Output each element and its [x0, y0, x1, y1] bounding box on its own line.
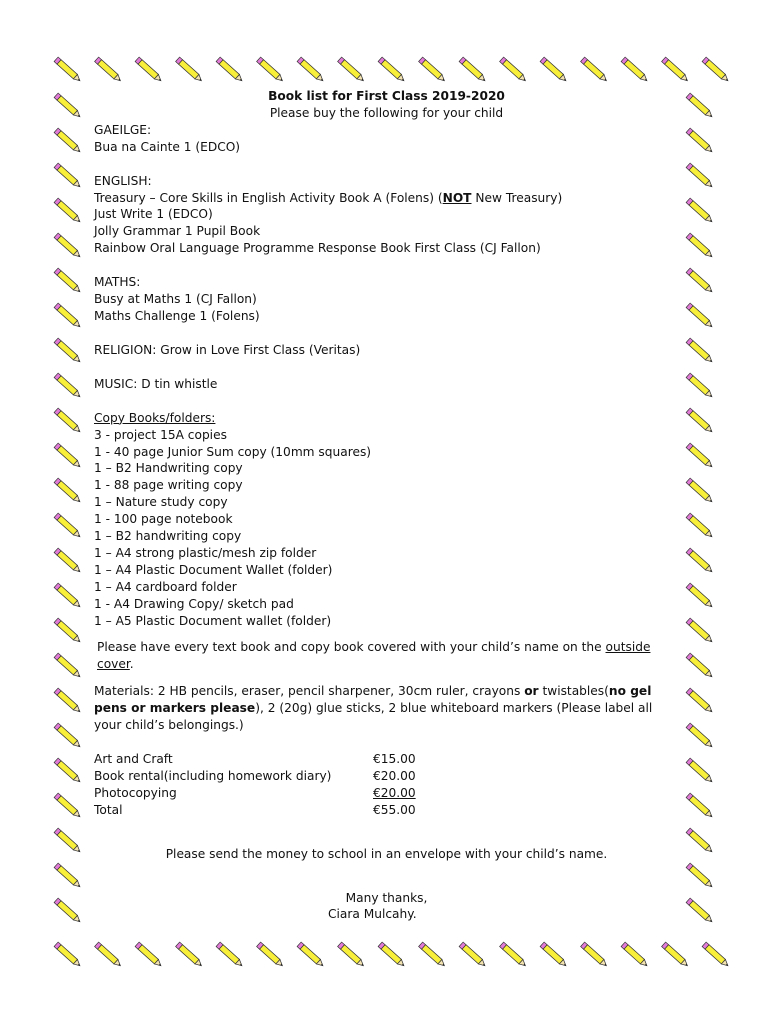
pencil-icon	[500, 942, 528, 968]
pencil-icon	[459, 57, 487, 83]
pencil-icon	[54, 942, 82, 968]
fee-row: Art and Craft €15.00	[94, 752, 416, 766]
pencil-icon	[54, 93, 82, 119]
cover-note: Please have every text book and copy book covered with your child’s name on the outside cover.	[97, 640, 651, 672]
pencil-icon	[621, 57, 649, 83]
pencil-icon	[686, 828, 714, 854]
pencil-icon	[540, 942, 568, 968]
materials-note: Materials: 2 HB pencils, eraser, pencil sharpener, 30cm ruler, crayons or twistables(no gel pens or markers please), 2 (20g) glue sticks, 2 blue whiteboard markers (Please label all your child’s belongings.)	[94, 684, 653, 733]
religion-line: RELIGION: Grow in Love First Class (Veritas)	[94, 342, 361, 357]
maths-item: Busy at Maths 1 (CJ Fallon)	[94, 292, 257, 307]
pencil-icon	[54, 268, 82, 294]
pencil-icon	[257, 942, 285, 968]
pencil-icon	[686, 723, 714, 749]
music-line: MUSIC: D tin whistle	[94, 376, 218, 391]
fee-total-row: Total €55.00	[94, 802, 416, 817]
pencil-icon	[686, 758, 714, 784]
pencil-icon	[686, 373, 714, 399]
pencil-icon	[135, 942, 163, 968]
closing-signature: Ciara Mulcahy.	[328, 907, 417, 922]
pencil-icon	[686, 408, 714, 434]
pencil-icon	[54, 863, 82, 889]
copy-book-item: 1 – A5 Plastic Document wallet (folder)	[94, 613, 332, 628]
pencil-icon	[95, 942, 123, 968]
closing-thanks: Many thanks,	[345, 890, 428, 905]
pencil-icon	[54, 758, 82, 784]
fee-row: Photocopying €20.00	[94, 785, 416, 800]
pencil-icon	[686, 338, 714, 364]
pencil-icon	[54, 373, 82, 399]
pencil-icon	[54, 338, 82, 364]
pencil-icon	[702, 57, 730, 83]
pencil-icon	[702, 942, 730, 968]
pencil-icon	[662, 942, 690, 968]
pencil-icon	[54, 163, 82, 189]
pencil-icon	[686, 233, 714, 259]
pencil-icon	[686, 128, 714, 154]
pencil-icon	[297, 942, 325, 968]
pencil-icon	[686, 513, 714, 539]
copy-book-item: 1 - 40 page Junior Sum copy (10mm squares)	[94, 444, 372, 459]
pencil-icon	[686, 93, 714, 119]
pencil-icon	[54, 198, 82, 224]
pencil-icon	[54, 828, 82, 854]
english-item: Just Write 1 (EDCO)	[94, 207, 213, 222]
pencil-icon	[54, 408, 82, 434]
pencil-icon	[686, 618, 714, 644]
pencil-icon	[500, 57, 528, 83]
pencil-icon	[54, 128, 82, 154]
copy-books-heading: Copy Books/folders:	[94, 410, 216, 425]
english-item-treasury: Treasury – Core Skills in English Activity Book A (Folens) (NOT New Treasury)	[94, 190, 563, 205]
gaeilge-heading: GAEILGE:	[94, 122, 152, 137]
pencil-icon	[686, 548, 714, 574]
copy-book-item: 1 - A4 Drawing Copy/ sketch pad	[94, 596, 294, 611]
pencil-icon	[54, 57, 82, 83]
pencil-icon	[54, 898, 82, 924]
document-subtitle: Please buy the following for your child	[269, 105, 504, 120]
pencil-icon	[686, 653, 714, 679]
pencil-icon	[686, 443, 714, 469]
pencil-icon	[176, 942, 204, 968]
copy-book-item: 1 – A4 strong plastic/mesh zip folder	[94, 545, 317, 560]
pencil-icon	[378, 57, 406, 83]
copy-book-item: 1 - 88 page writing copy	[94, 478, 243, 493]
english-heading: ENGLISH:	[94, 173, 152, 188]
pencil-icon	[662, 57, 690, 83]
copy-book-item: 1 – Nature study copy	[94, 495, 228, 510]
pencil-icon	[54, 478, 82, 504]
pencil-icon	[686, 478, 714, 504]
pencil-icon	[135, 57, 163, 83]
pencil-icon	[419, 57, 447, 83]
pencil-icon	[686, 688, 714, 714]
pencil-icon	[257, 57, 285, 83]
copy-book-item: 3 - project 15A copies	[94, 427, 227, 442]
pencil-icon	[621, 942, 649, 968]
fees-table	[94, 751, 679, 819]
pencil-icon	[54, 513, 82, 539]
pencil-icon	[54, 618, 82, 644]
pencil-icon	[686, 898, 714, 924]
copy-book-item: 1 – A4 cardboard folder	[94, 579, 237, 594]
pencil-icon	[95, 57, 123, 83]
pencil-icon	[54, 233, 82, 259]
pencil-icon	[419, 942, 447, 968]
pencil-icon	[686, 583, 714, 609]
copy-book-item: 1 – B2 handwriting copy	[94, 529, 242, 544]
pencil-icon	[216, 57, 244, 83]
copy-book-item: 1 – B2 Handwriting copy	[94, 461, 243, 476]
pencil-icon	[54, 653, 82, 679]
pencil-icon	[176, 57, 204, 83]
maths-heading: MATHS:	[94, 275, 141, 290]
pencil-icon	[540, 57, 568, 83]
book-list-document	[94, 88, 679, 923]
pencil-icon	[581, 57, 609, 83]
pencil-icon	[54, 443, 82, 469]
fee-row: Book rental(including homework diary) €20.00	[94, 768, 416, 783]
copy-book-item: 1 - 100 page notebook	[94, 512, 233, 527]
pencil-icon	[686, 198, 714, 224]
pencil-icon	[686, 303, 714, 329]
copy-book-item: 1 – A4 Plastic Document Wallet (folder)	[94, 562, 333, 577]
document-title: Book list for First Class 2019-2020	[268, 89, 505, 103]
pencil-icon	[686, 268, 714, 294]
pencil-icon	[378, 942, 406, 968]
pencil-icon	[338, 57, 366, 83]
pencil-icon	[54, 548, 82, 574]
pencil-icon	[581, 942, 609, 968]
pencil-icon	[686, 863, 714, 889]
pencil-icon	[686, 163, 714, 189]
pencil-icon	[459, 942, 487, 968]
english-item: Jolly Grammar 1 Pupil Book	[94, 224, 261, 239]
pencil-icon	[54, 303, 82, 329]
pencil-icon	[216, 942, 244, 968]
pencil-icon	[297, 57, 325, 83]
english-item: Rainbow Oral Language Programme Response Book First Class (CJ Fallon)	[94, 241, 541, 256]
pencil-icon	[338, 942, 366, 968]
pencil-icon	[54, 583, 82, 609]
maths-item: Maths Challenge 1 (Folens)	[94, 308, 260, 323]
pencil-icon	[54, 723, 82, 749]
pencil-icon	[54, 688, 82, 714]
pencil-icon	[686, 793, 714, 819]
money-note: Please send the money to school in an envelope with your child’s name.	[165, 846, 608, 861]
pencil-icon	[54, 793, 82, 819]
gaeilge-item: Bua na Cainte 1 (EDCO)	[94, 139, 241, 154]
